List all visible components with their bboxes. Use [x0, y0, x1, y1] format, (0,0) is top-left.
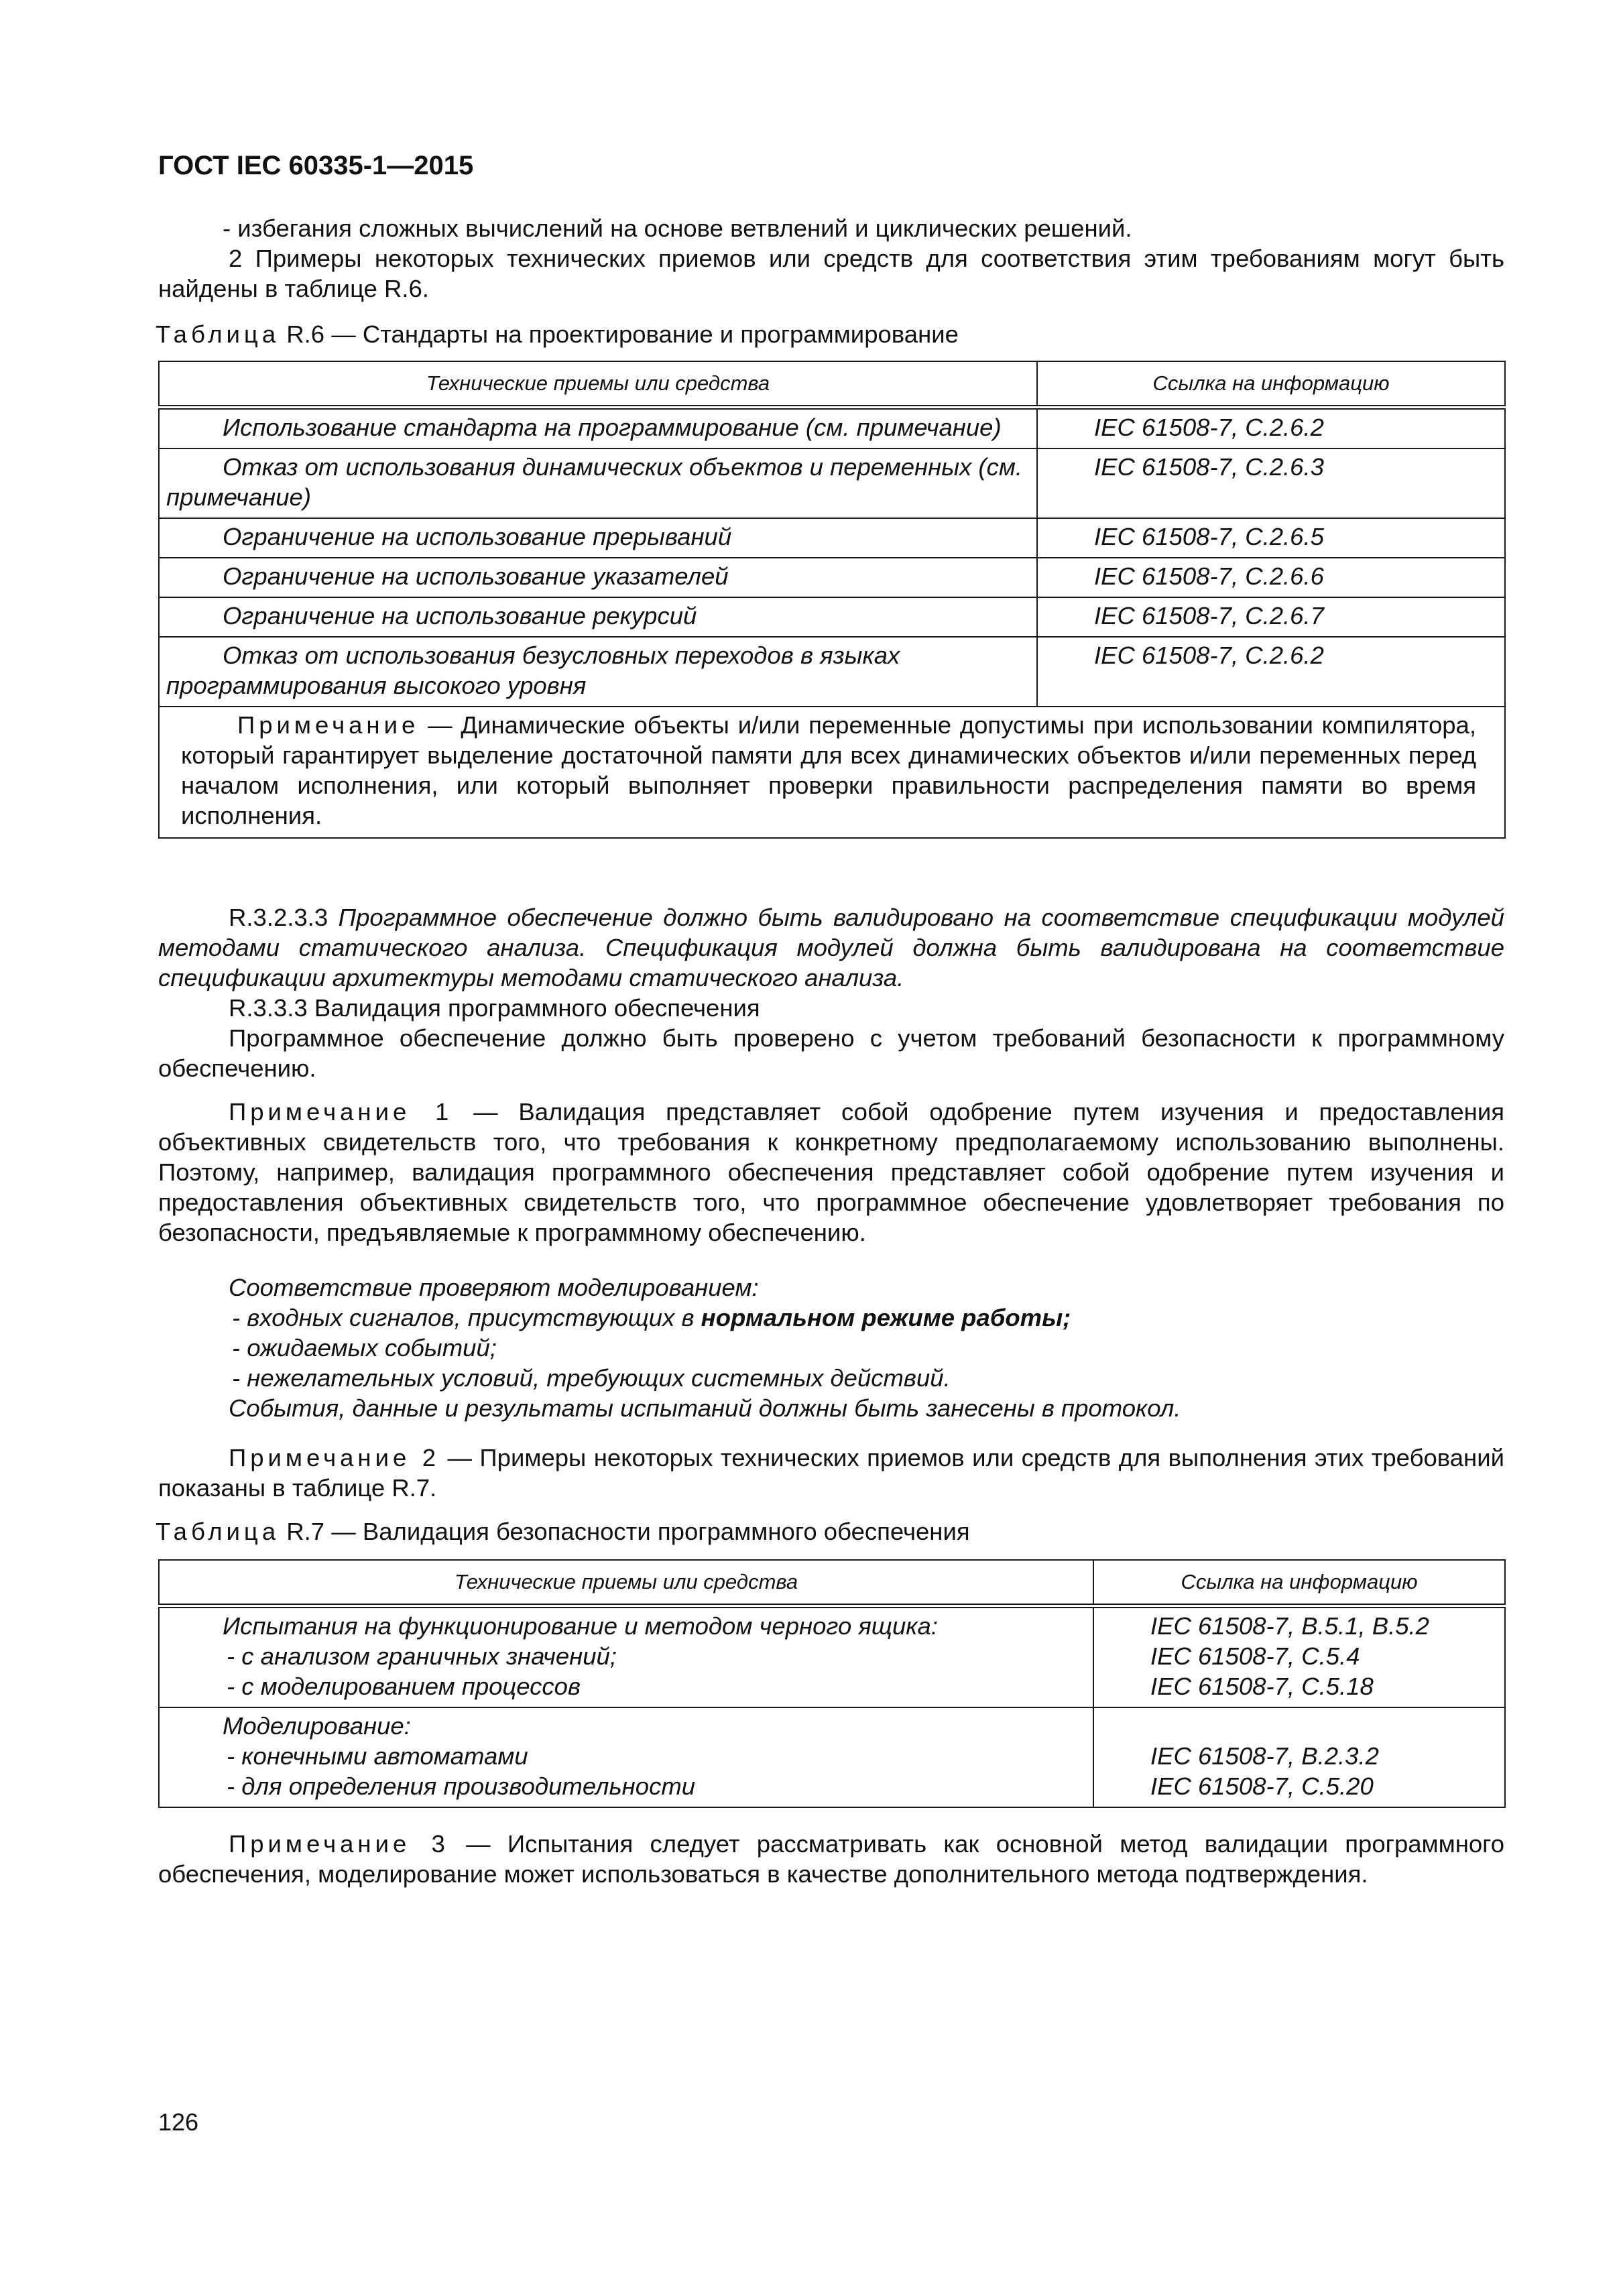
table-r6-technique: Использование стандарта на программирование (см. примечание): [223, 414, 1002, 441]
compliance-item-1-bold: нормальном режиме работы;: [701, 1304, 1071, 1331]
table-r7-technique-sub: - конечными автоматами: [227, 1742, 528, 1770]
table-r6-note-text: — Динамические объекты и/или переменные допустимы при использовании компилятора, который гарантирует выделение достаточной памяти для всех динамических объектов и/или переменных перед началом исполнения, или который выполняет проверки правильности распределения памяти во время исполнения.: [181, 711, 1476, 829]
table-r7-technique-title: Испытания на функционирование и методом черного ящика:: [223, 1612, 938, 1640]
table-row: [159, 448, 1505, 518]
table-r6-note-row: [159, 707, 1505, 838]
table-r7-reference: [1150, 1711, 1498, 1741]
clause-r32333-text: Программное обеспечение должно быть валидировано на соответствие спецификации модулей методами статического анализа. Спецификация модулей должна быть валидирована на соответствие спецификации архитектуры методами статического анализа.: [158, 904, 1504, 991]
table-r7-technique-title: Моделирование:: [223, 1712, 411, 1740]
table-r6-caption: [156, 319, 1504, 349]
table-r7-number: R.7: [286, 1518, 325, 1545]
table-r6-note-label: Примечание: [237, 711, 420, 739]
table-r6-reference: IEC 61508-7, С.2.6.2: [1037, 408, 1505, 449]
note1-text: — Валидация представляет собой одобрение путем изучения и предоставления объективных свидетельств того, что требования к конкретному предполагаемому использованию выполнены. Поэтому, например, валидация программного обеспечения представляет собой одобрение путем изучения и предоставления объективных свидетельств того, что программное обеспечение удовлетворяет требования по безопасности, предъявляемые к программному обеспечению.: [158, 1098, 1504, 1246]
table-r7-technique-sub: - для определения производительности: [227, 1772, 696, 1800]
table-r6-technique: Ограничение на использование рекурсий: [223, 602, 697, 629]
note3-label: Примечание 3: [229, 1830, 449, 1858]
table-r7-reference: IEC 61508-7, С.5.20: [1150, 1772, 1374, 1800]
table-r6-number: R.6: [286, 320, 325, 348]
table-r7: [158, 1559, 1506, 1808]
table-r6-technique: Отказ от использования безусловных переходов в языках программирования высокого уровня: [166, 642, 900, 699]
table-r6-header-reference: Ссылка на информацию: [1037, 361, 1505, 408]
compliance-block: [158, 1272, 1504, 1423]
table-r6: [158, 361, 1506, 839]
table-r7-technique-sub: - с моделированием процессов: [227, 1673, 581, 1700]
table-r6-technique: Ограничение на использование указателей: [223, 562, 729, 590]
compliance-lead: Соответствие проверяют моделированием:: [229, 1274, 759, 1301]
table-r7-reference: IEC 61508-7, С.5.18: [1150, 1673, 1374, 1700]
table-row: [159, 1707, 1505, 1807]
note2-block: [158, 1443, 1504, 1503]
table-r7-title: — Валидация безопасности программного обеспечения: [331, 1518, 970, 1545]
clause-r32333-number: R.3.2.3.3: [229, 904, 328, 931]
table-r6-label: Таблица: [156, 320, 280, 348]
table-r7-header-reference: Ссылка на информацию: [1093, 1560, 1505, 1606]
note1-block: [158, 1097, 1504, 1248]
table-row: [159, 1606, 1505, 1708]
table-r6-note: [181, 710, 1476, 831]
note2-label: Примечание 2: [229, 1444, 440, 1471]
table-row: [159, 637, 1505, 707]
compliance-item-1: [158, 1303, 1504, 1333]
document-header: ГОСТ IEC 60335-1—2015: [158, 151, 474, 180]
note1-label: Примечание 1: [229, 1098, 453, 1126]
clause-r3333-number: R.3.3.3: [229, 994, 308, 1022]
table-r6-reference: IEC 61508-7, С.2.6.7: [1037, 597, 1505, 637]
table-r6-technique: Отказ от использования динамических объектов и переменных (см. примечание): [166, 453, 1023, 511]
table-r7-reference: IEC 61508-7, В.5.1, В.5.2: [1150, 1612, 1429, 1640]
table-row: [159, 518, 1505, 558]
table-r7-label: Таблица: [156, 1518, 280, 1545]
table-r6-technique: Ограничение на использование прерываний: [223, 523, 732, 550]
note3-text: — Испытания следует рассматривать как основной метод валидации программного обеспечения, моделирование может использоваться в качестве дополнительного метода подтверждения.: [158, 1830, 1504, 1888]
clause-r32333: [158, 902, 1504, 1083]
compliance-item-1-text: - входных сигналов, присутствующих в: [232, 1304, 701, 1331]
table-r6-reference: IEC 61508-7, С.2.6.5: [1037, 518, 1505, 558]
table-r7-header-technique: Технические приемы или средства: [159, 1560, 1093, 1606]
clause-r3333-title: Валидация программного обеспечения: [314, 994, 760, 1022]
table-row: [159, 597, 1505, 637]
compliance-closing: События, данные и результаты испытаний должны быть занесены в протокол.: [229, 1394, 1181, 1422]
table-r7-reference: IEC 61508-7, В.2.3.2: [1150, 1742, 1379, 1770]
compliance-item-2: - ожидаемых событий;: [232, 1334, 497, 1362]
compliance-item-3: - нежелательных условий, требующих системных действий.: [232, 1364, 951, 1392]
intro-block: [158, 213, 1504, 304]
table-r7-technique-sub: - с анализом граничных значений;: [227, 1642, 617, 1670]
table-r6-header-technique: Технические приемы или средства: [159, 361, 1037, 408]
note3-block: [158, 1829, 1504, 1889]
table-r7-reference: IEC 61508-7, С.5.4: [1150, 1642, 1360, 1670]
intro-paragraph: 2 Примеры некоторых технических приемов или средств для соответствия этим требованиям могут быть найдены в таблице R.6.: [158, 245, 1504, 302]
table-row: [159, 408, 1505, 449]
table-r6-title: — Стандарты на проектирование и программирование: [331, 320, 959, 348]
table-r6-reference: IEC 61508-7, С.2.6.2: [1037, 637, 1505, 707]
table-r6-reference: IEC 61508-7, С.2.6.6: [1037, 558, 1505, 597]
clause-r3333-text: Программное обеспечение должно быть проверено с учетом требований безопасности к программному обеспечению.: [158, 1024, 1504, 1082]
intro-bullet: - избегания сложных вычислений на основе ветвлений и циклических решений.: [223, 215, 1132, 242]
table-row: [159, 558, 1505, 597]
note2-text: — Примеры некоторых технических приемов или средств для выполнения этих требований показаны в таблице R.7.: [158, 1444, 1504, 1502]
table-r7-caption: [156, 1516, 1504, 1547]
table-r6-reference: IEC 61508-7, С.2.6.3: [1037, 448, 1505, 518]
page-number: 126: [158, 2108, 199, 2136]
